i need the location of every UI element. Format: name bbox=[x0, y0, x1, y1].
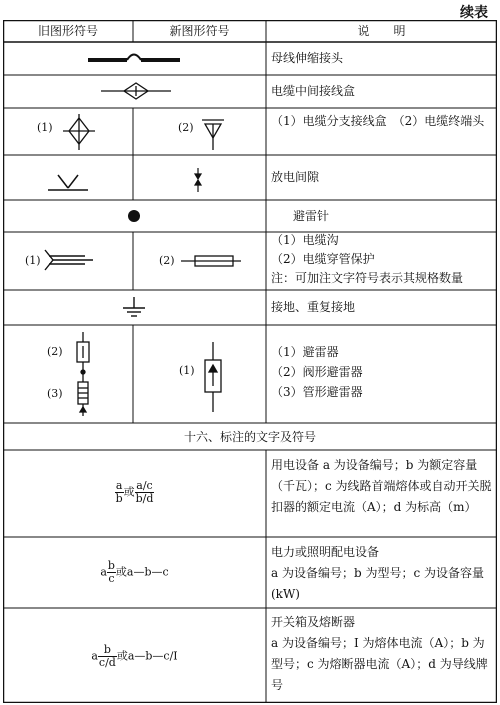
or-text: 或 bbox=[123, 485, 135, 499]
desc-mark-2: 电力或照明配电设备 a 为设备编号；b 为型号；c 为设备容量(kW) bbox=[271, 545, 485, 601]
label-1: (1) bbox=[179, 364, 195, 377]
section-title: 十六、标注的文字及符号 bbox=[183, 430, 316, 444]
cable-terminal-symbol bbox=[202, 120, 224, 150]
desc-junction-box: 电缆中间接线盒 bbox=[271, 84, 356, 98]
label-2: (2) bbox=[178, 121, 194, 134]
lightning-rod-symbol bbox=[128, 210, 140, 222]
cable-branch-box-symbol bbox=[63, 114, 95, 150]
cable-conduit-symbol bbox=[181, 256, 241, 266]
desc-branch-terminal: （1）电缆分支接线盒 （2）电缆终端头 bbox=[271, 114, 485, 128]
frac-b-c: $\frac{b}{c}$ bbox=[107, 559, 115, 585]
busbar-joint-symbol bbox=[88, 55, 180, 61]
frac-b-cd: $\frac{b}{c/d}$ bbox=[98, 643, 116, 669]
desc-trench-note: 注：可加注文字符号表示其规格数量 bbox=[271, 271, 464, 285]
label-2: (2) bbox=[159, 254, 175, 267]
desc-lightning-rod: 避雷针 bbox=[293, 209, 330, 223]
desc-busbar-joint: 母线伸缩接头 bbox=[271, 51, 344, 65]
desc-arrester bbox=[271, 342, 493, 402]
label-1: (1) bbox=[25, 254, 41, 267]
mark-formula-3: a $\frac{b}{c/d}$ 或a—b—c/I bbox=[91, 643, 178, 669]
desc-arrester-line3: （3）管形避雷器 bbox=[271, 385, 363, 399]
cable-trench-symbol bbox=[45, 250, 93, 270]
desc-trench-line1: （1）电缆沟 bbox=[271, 233, 339, 247]
ground-symbol bbox=[123, 297, 145, 316]
or-text: 或 bbox=[116, 649, 128, 663]
desc-grounding: 接地、重复接地 bbox=[271, 300, 356, 314]
arrester-old-symbol bbox=[77, 332, 89, 416]
discharge-gap-old-symbol bbox=[48, 175, 88, 190]
desc-arrester-line2: （2）阀形避雷器 bbox=[271, 365, 363, 379]
discharge-gap-new-symbol bbox=[195, 168, 201, 192]
header-new-symbol: 新图形符号 bbox=[169, 24, 230, 38]
desc-cable-trench bbox=[271, 231, 493, 288]
header-old-symbol: 旧图形符号 bbox=[37, 24, 98, 38]
or-text: 或 bbox=[115, 565, 127, 579]
desc-mark-3: 开关箱及熔断器 a 为设备编号；I 为熔体电流（A）；b 为型号；c 为熔断器电流（A）；d 为导线牌号 bbox=[271, 615, 488, 692]
label-2: (2) bbox=[47, 345, 63, 358]
header-description: 说 明 bbox=[357, 24, 406, 38]
frac-a-b: $\frac{a}{b}$ bbox=[115, 479, 123, 505]
arrester-new-symbol bbox=[205, 342, 221, 412]
label-1: (1) bbox=[37, 121, 53, 134]
label-3: (3) bbox=[47, 387, 63, 400]
frac-ac-bd: $\frac{a/c}{b/d}$ bbox=[135, 479, 154, 505]
desc-mark-1: 用电设备 a 为设备编号；b 为额定容量（千瓦）；c 为线路首端熔体或自动开关脱扣器的额定电流（A）；d 为标高（m） bbox=[271, 458, 492, 514]
desc-discharge-gap: 放电间隙 bbox=[271, 170, 320, 184]
continued-label: 续表 bbox=[460, 5, 488, 21]
mark-formula-2: a $\frac{b}{c}$ 或a—b—c bbox=[100, 559, 169, 585]
symbol-table bbox=[3, 20, 497, 703]
desc-trench-line2: （2）电缆穿管保护 bbox=[271, 252, 375, 266]
mark-formula-1 bbox=[3, 480, 266, 505]
junction-box-symbol bbox=[101, 83, 171, 99]
desc-arrester-line1: （1）避雷器 bbox=[271, 345, 339, 359]
